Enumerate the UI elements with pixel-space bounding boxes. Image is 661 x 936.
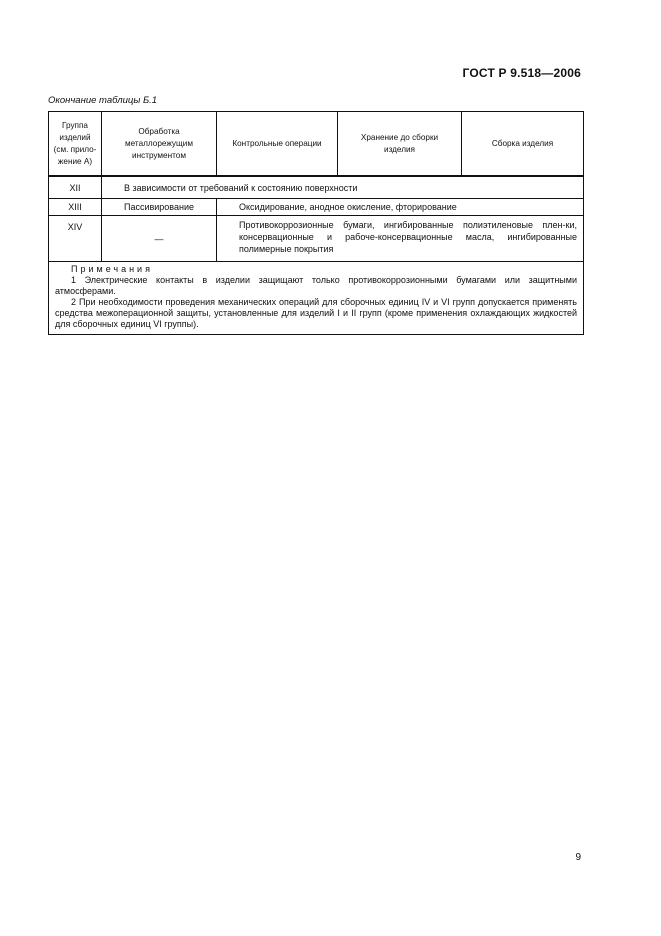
protection-cell: Оксидирование, анодное окисление, фторирование [217,199,584,216]
protection-cell: В зависимости от требований к состоянию поверхности [102,176,584,199]
processing-cell: Пассивирование [102,199,217,216]
table-caption: Окончание таблицы Б.1 [48,95,158,106]
group-cell: XIV [49,216,102,262]
header-assembly: Сборка изделия [462,112,584,177]
group-cell: XII [49,176,102,199]
header-processing: Обработка металлорежущим инструментом [102,112,217,177]
protection-cell: Противокоррозионные бумаги, ингибированные полиэтиленовые плен-ки, консервационные и рабоче-консервационные масла, ингибированные полимерные покрытия [217,216,584,262]
notes-title: Примечания [71,264,153,274]
header-storage: Хранение до сборки изделия [338,112,462,177]
table-row [49,216,584,262]
processing-cell: — [102,216,217,262]
notes-row [49,262,584,335]
note-item: 2 При необходимости проведения механических операций для сборочных единиц IV и VI групп допускается применять средства межоперационной защиты, установленные для изделий I и II групп (кроме применения охлаждающих жидкостей для сборочных единиц VI группы). [55,297,577,329]
table-b1 [48,111,584,335]
note-item: 1 Электрические контакты в изделии защищают только противокоррозионными бумагами или защитными атмосферами. [55,275,577,296]
page-number: 9 [575,852,581,863]
notes-cell [49,262,584,335]
document-number: ГОСТ Р 9.518—2006 [462,66,581,80]
group-cell: XIII [49,199,102,216]
table-row [49,199,584,216]
header-control: Контрольные операции [217,112,338,177]
table-row [49,176,584,199]
header-group: Группа изделий (см. прило- жение А) [49,112,102,177]
table-header-row [49,112,584,177]
